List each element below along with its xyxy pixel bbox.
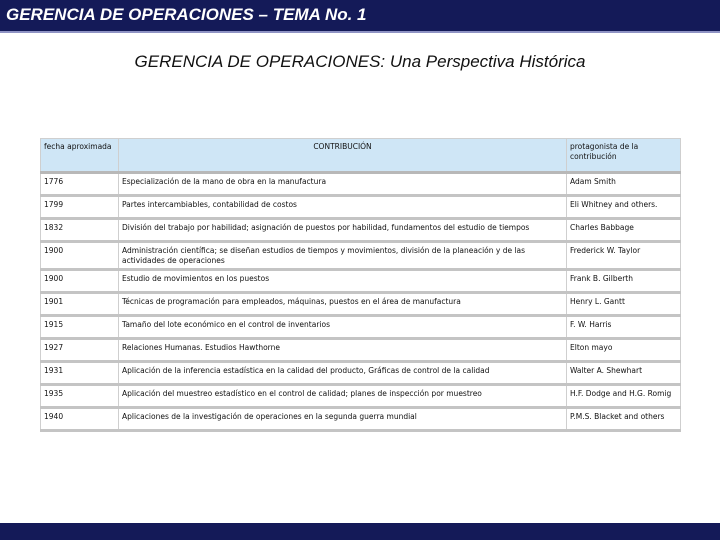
cell-author: H.F. Dodge and H.G. Romig bbox=[567, 384, 681, 407]
table-row bbox=[41, 407, 681, 430]
table-row bbox=[41, 269, 681, 292]
slide-title: GERENCIA DE OPERACIONES: Una Perspectiva Histórica bbox=[134, 52, 586, 71]
table-body bbox=[41, 173, 681, 431]
column-header-contribution: CONTRIBUCIÓN bbox=[119, 139, 567, 173]
cell-author: Elton mayo bbox=[567, 338, 681, 361]
table-row bbox=[41, 384, 681, 407]
cell-author: F. W. Harris bbox=[567, 315, 681, 338]
column-header-author: protagonista de la contribución bbox=[567, 139, 681, 173]
cell-contribution: Aplicación de la inferencia estadística en la calidad del producto, Gráficas de control de la calidad bbox=[119, 361, 567, 384]
history-table bbox=[40, 138, 681, 432]
cell-author: Charles Babbage bbox=[567, 219, 681, 242]
table-row bbox=[41, 315, 681, 338]
table-row bbox=[41, 219, 681, 242]
cell-contribution: Técnicas de programación para empleados, máquinas, puestos en el área de manufactura bbox=[119, 292, 567, 315]
cell-author: Eli Whitney and others. bbox=[567, 196, 681, 219]
cell-author: Henry L. Gantt bbox=[567, 292, 681, 315]
cell-author: Frederick W. Taylor bbox=[567, 242, 681, 270]
cell-date: 1776 bbox=[41, 173, 119, 196]
table-row bbox=[41, 173, 681, 196]
cell-author: Walter A. Shewhart bbox=[567, 361, 681, 384]
table-row bbox=[41, 338, 681, 361]
cell-date: 1915 bbox=[41, 315, 119, 338]
cell-contribution: Relaciones Humanas. Estudios Hawthorne bbox=[119, 338, 567, 361]
cell-contribution: Partes intercambiables, contabilidad de costos bbox=[119, 196, 567, 219]
cell-date: 1900 bbox=[41, 242, 119, 270]
cell-contribution: Estudio de movimientos en los puestos bbox=[119, 269, 567, 292]
cell-date: 1832 bbox=[41, 219, 119, 242]
table-row bbox=[41, 242, 681, 270]
table-row bbox=[41, 292, 681, 315]
cell-contribution: División del trabajo por habilidad; asignación de puestos por habilidad, fundamentos del estudio de tiempos bbox=[119, 219, 567, 242]
header-title: GERENCIA DE OPERACIONES – TEMA No. 1 bbox=[6, 5, 367, 24]
cell-author: Adam Smith bbox=[567, 173, 681, 196]
cell-contribution: Aplicación del muestreo estadístico en el control de calidad; planes de inspección por muestreo bbox=[119, 384, 567, 407]
table-row bbox=[41, 196, 681, 219]
table-header bbox=[41, 139, 681, 173]
cell-date: 1900 bbox=[41, 269, 119, 292]
cell-contribution: Especialización de la mano de obra en la manufactura bbox=[119, 173, 567, 196]
cell-contribution: Tamaño del lote económico en el control de inventarios bbox=[119, 315, 567, 338]
cell-contribution: Administración científica; se diseñan estudios de tiempos y movimientos, división de la planeación y de las actividades de operaciones bbox=[119, 242, 567, 270]
cell-date: 1931 bbox=[41, 361, 119, 384]
table-row bbox=[41, 361, 681, 384]
cell-date: 1901 bbox=[41, 292, 119, 315]
cell-contribution: Aplicaciones de la investigación de operaciones en la segunda guerra mundial bbox=[119, 407, 567, 430]
cell-date: 1799 bbox=[41, 196, 119, 219]
bottom-footer-bar bbox=[0, 523, 720, 540]
cell-author: Frank B. Gilberth bbox=[567, 269, 681, 292]
cell-date: 1927 bbox=[41, 338, 119, 361]
cell-date: 1940 bbox=[41, 407, 119, 430]
header-row bbox=[41, 139, 681, 173]
cell-author: P.M.S. Blacket and others bbox=[567, 407, 681, 430]
top-header-bar bbox=[0, 0, 720, 33]
column-header-date: fecha aproximada bbox=[41, 139, 119, 173]
cell-date: 1935 bbox=[41, 384, 119, 407]
